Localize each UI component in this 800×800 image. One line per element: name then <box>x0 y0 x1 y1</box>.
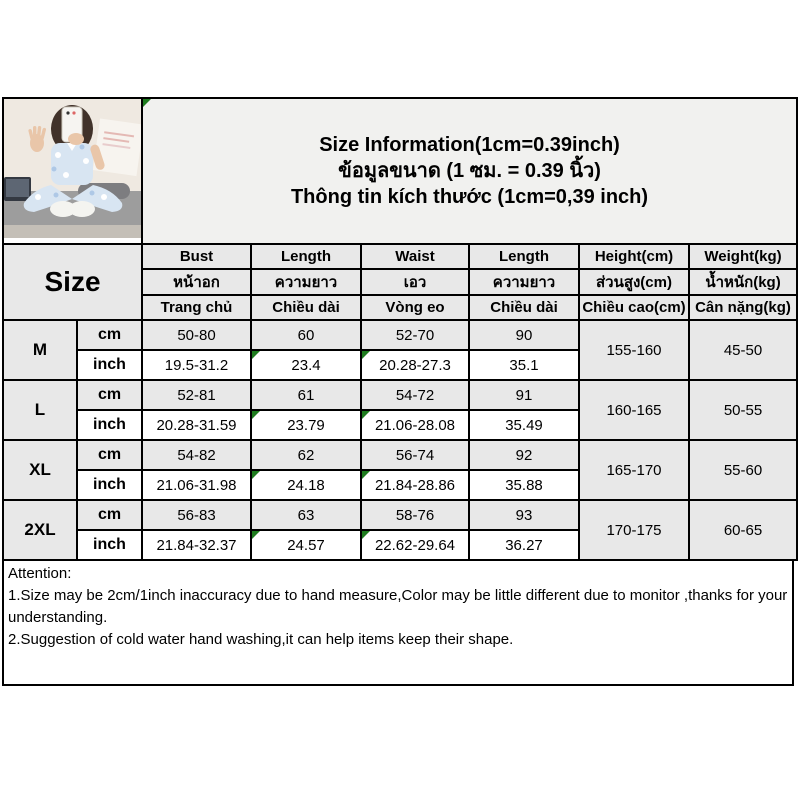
unit-cell: inch <box>77 470 142 500</box>
value-cell: 52-70 <box>361 320 469 350</box>
size-cell: L <box>3 380 77 440</box>
attention-heading: Attention: <box>8 565 72 582</box>
size-header-cell: Size <box>3 244 142 320</box>
header-cell: Bust <box>142 244 251 269</box>
size-information-title <box>142 98 797 244</box>
value-cell: 20.28-27.3 <box>361 350 469 380</box>
value-cell: 63 <box>251 500 361 530</box>
value-cell: 91 <box>469 380 579 410</box>
header-cell: Chiều dài <box>469 295 579 320</box>
attention-line-1: 1.Size may be 2cm/1inch inaccuracy due to hand measure,Color may be little different due to monitor ,thanks for your understanding. <box>8 587 788 626</box>
table-row-2xl-cm <box>3 500 797 530</box>
header-cell: หน้าอก <box>142 269 251 295</box>
value-cell: 35.49 <box>469 410 579 440</box>
value-cell: 21.84-28.86 <box>361 470 469 500</box>
value-cell: 23.4 <box>251 350 361 380</box>
header-cell: Chiều dài <box>251 295 361 320</box>
value-cell: 19.5-31.2 <box>142 350 251 380</box>
header-row-english <box>3 244 797 269</box>
size-cell: M <box>3 320 77 380</box>
attention-note <box>2 561 794 686</box>
value-cell: 61 <box>251 380 361 410</box>
value-cell: 54-82 <box>142 440 251 470</box>
unit-cell: cm <box>77 380 142 410</box>
value-cell: 21.06-31.98 <box>142 470 251 500</box>
value-cell: 36.27 <box>469 530 579 560</box>
header-cell: ความยาว <box>251 269 361 295</box>
value-cell: 90 <box>469 320 579 350</box>
value-cell: 23.79 <box>251 410 361 440</box>
table-row-xl-cm <box>3 440 797 470</box>
title-english: Size Information(1cm=0.39inch) <box>319 134 620 156</box>
header-cell: Vòng eo <box>361 295 469 320</box>
value-cell: 22.62-29.64 <box>361 530 469 560</box>
value-cell: 62 <box>251 440 361 470</box>
value-cell: 24.18 <box>251 470 361 500</box>
header-cell: Chiều cao(cm) <box>579 295 689 320</box>
weight-cell: 55-60 <box>689 440 797 500</box>
attention-line-2: 2.Suggestion of cold water hand washing,it can help items keep their shape. <box>8 631 514 648</box>
weight-cell: 50-55 <box>689 380 797 440</box>
height-cell: 165-170 <box>579 440 689 500</box>
unit-cell: inch <box>77 530 142 560</box>
weight-cell: 60-65 <box>689 500 797 560</box>
table-row-l-cm <box>3 380 797 410</box>
value-cell: 24.57 <box>251 530 361 560</box>
weight-cell: 45-50 <box>689 320 797 380</box>
product-photo <box>4 99 141 238</box>
value-cell: 92 <box>469 440 579 470</box>
value-cell: 93 <box>469 500 579 530</box>
laptop <box>4 177 31 201</box>
unit-cell: inch <box>77 350 142 380</box>
value-cell: 56-83 <box>142 500 251 530</box>
value-cell: 20.28-31.59 <box>142 410 251 440</box>
title-thai: ข้อมูลขนาด (1 ซม. = 0.39 นิ้ว) <box>338 160 601 182</box>
header-cell: Length <box>469 244 579 269</box>
size-cell: 2XL <box>3 500 77 560</box>
size-table <box>2 97 798 561</box>
value-cell: 56-74 <box>361 440 469 470</box>
value-cell: 21.84-32.37 <box>142 530 251 560</box>
unit-cell: cm <box>77 440 142 470</box>
value-cell: 54-72 <box>361 380 469 410</box>
unit-cell: cm <box>77 320 142 350</box>
value-cell: 60 <box>251 320 361 350</box>
unit-cell: cm <box>77 500 142 530</box>
header-cell: Weight(kg) <box>689 244 797 269</box>
height-cell: 155-160 <box>579 320 689 380</box>
header-cell: Length <box>251 244 361 269</box>
header-cell: Height(cm) <box>579 244 689 269</box>
table-row-m-cm <box>3 320 797 350</box>
header-cell: Waist <box>361 244 469 269</box>
title-vietnamese: Thông tin kích thước (1cm=0,39 inch) <box>290 186 649 208</box>
value-cell: 50-80 <box>142 320 251 350</box>
value-cell: 35.1 <box>469 350 579 380</box>
value-cell: 21.06-28.08 <box>361 410 469 440</box>
value-cell: 58-76 <box>361 500 469 530</box>
header-cell: Trang chủ <box>142 295 251 320</box>
product-photo-cell <box>3 98 142 244</box>
height-cell: 170-175 <box>579 500 689 560</box>
header-cell: ส่วนสูง(cm) <box>579 269 689 295</box>
size-cell: XL <box>3 440 77 500</box>
photo-title-row <box>3 98 797 244</box>
value-cell: 52-81 <box>142 380 251 410</box>
header-cell: เอว <box>361 269 469 295</box>
header-cell: Cân nặng(kg) <box>689 295 797 320</box>
value-cell: 35.88 <box>469 470 579 500</box>
height-cell: 160-165 <box>579 380 689 440</box>
size-chart-sheet <box>2 97 798 686</box>
header-cell: น้ำหนัก(kg) <box>689 269 797 295</box>
unit-cell: inch <box>77 410 142 440</box>
header-cell: ความยาว <box>469 269 579 295</box>
